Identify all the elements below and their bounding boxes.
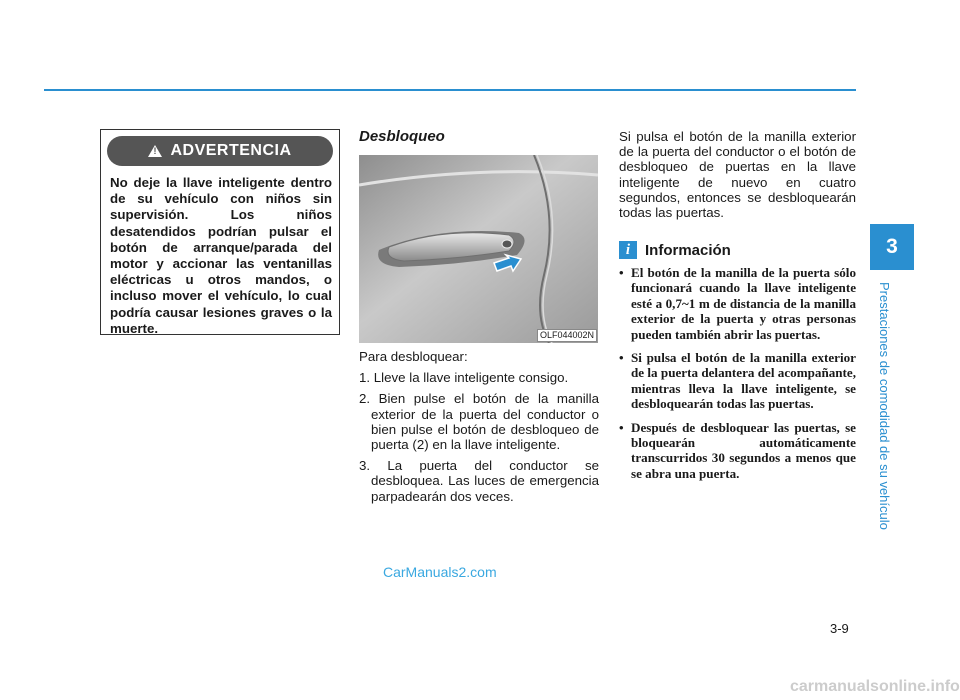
header-rule — [44, 89, 856, 91]
info-header — [619, 240, 731, 260]
chapter-side-title-text: Prestaciones de comodidad de su vehículo — [877, 282, 892, 530]
section-title: Desbloqueo — [359, 128, 445, 145]
door-handle-image — [359, 155, 598, 343]
warning-text: No deje la llave inteligente dentro de su vehículo con niños sin supervisión. Los niños desatendidos podrían pulsar el botón de arranque/parada del motor y accionar las ventanillas eléctricas u otros mandos, o incluso mover el vehículo, lo cual podría causar lesiones graves o la muerte. — [110, 175, 332, 336]
info-item: • Después de desbloquear las puertas, se bloquearán automáticamente transcurridos 30 segundos a menos que se abra una puerta. — [619, 420, 856, 482]
unlock-step-3: 3. La puerta del conductor se desbloquea. Las luces de emergencia parpadearán dos veces. — [359, 458, 599, 504]
image-caption: OLF044002N — [537, 329, 597, 342]
watermark-carmanuals2: CarManuals2.com — [383, 564, 497, 580]
info-item: • Si pulsa el botón de la manilla exterior de la puerta delantera del acompañante, mientras lleva la llave inteligente, se desbloquearán todas las puertas. — [619, 350, 856, 412]
unlock-intro: Para desbloquear: — [359, 349, 468, 364]
warning-label: ADVERTENCIA — [170, 142, 292, 159]
unlock-step-1: 1. Lleve la llave inteligente consigo. — [359, 370, 569, 386]
chapter-side-title — [876, 282, 894, 532]
info-item: • El botón de la manilla de la puerta sólo funcionará cuando la llave inteligente esté a 0,7~1 m de distancia de la manilla exterior de la puerta y otras personas pueden también abrir las puertas. — [619, 265, 856, 342]
warning-triangle-icon — [148, 145, 162, 157]
warning-header — [107, 136, 333, 166]
info-title: Información — [645, 241, 731, 259]
info-list — [619, 265, 856, 489]
door-handle-illustration — [359, 155, 598, 343]
watermark-carmanualsonline: carmanualsonline.info — [790, 678, 960, 695]
right-paragraph: Si pulsa el botón de la manilla exterior de la puerta del conductor o el botón de desbloqueo de puertas en la llave inteligente de nuevo en cuatro segundos, entonces se desbloquearán todas las puertas. — [619, 129, 856, 221]
info-icon: i — [619, 241, 637, 259]
warning-box — [100, 129, 340, 335]
page-number: 3-9 — [830, 621, 849, 636]
unlock-step-2: 2. Bien pulse el botón de la manilla exterior de la puerta del conductor o bien pulse el botón de desbloqueo de puerta (2) en la llave inteligente. — [359, 391, 599, 453]
chapter-tab — [870, 224, 914, 270]
chapter-number: 3 — [886, 235, 898, 258]
unlock-instructions — [359, 349, 599, 510]
